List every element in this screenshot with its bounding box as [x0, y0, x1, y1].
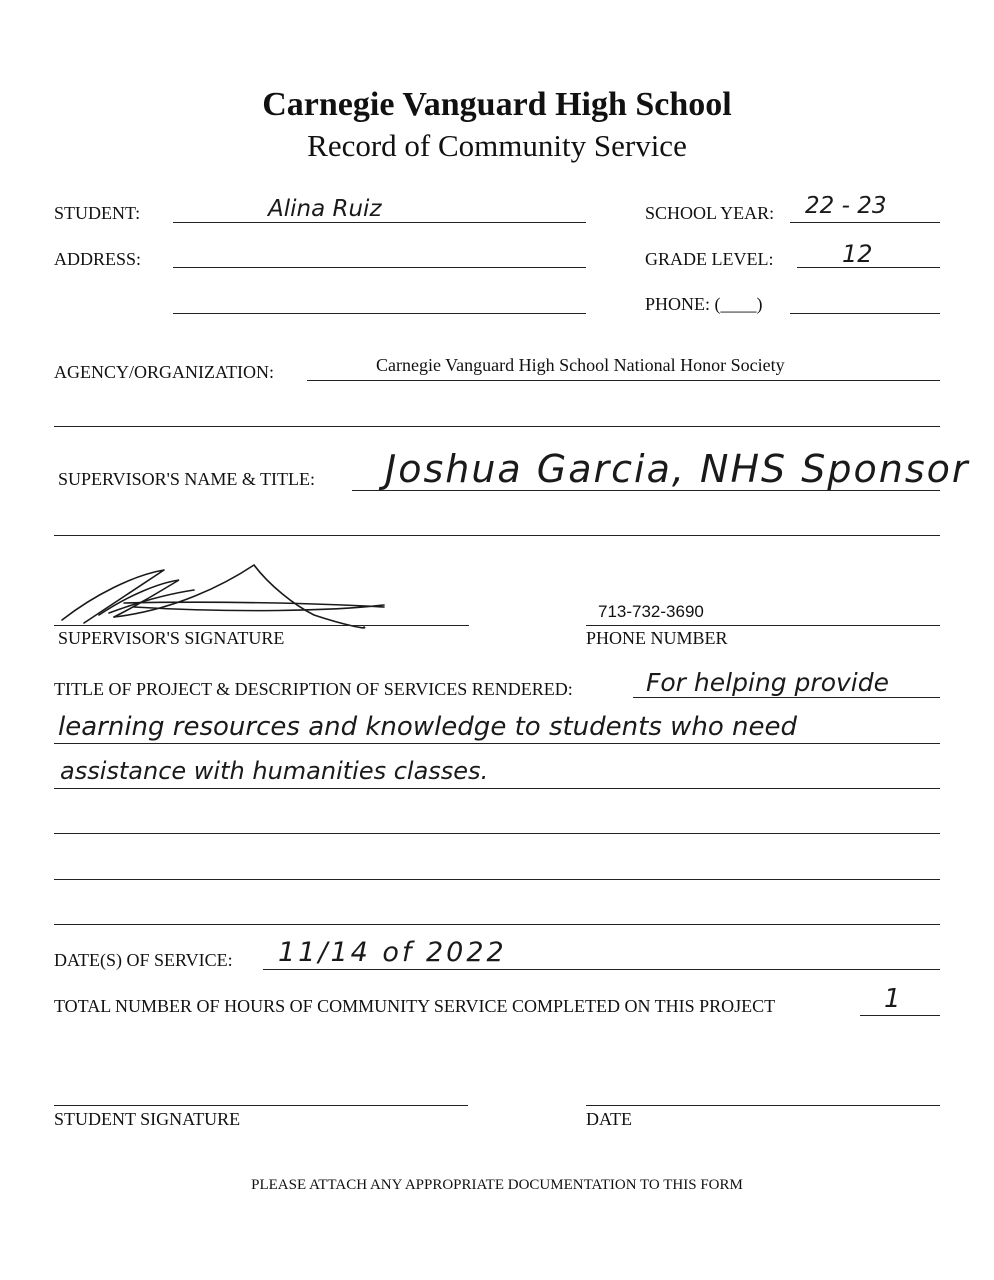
project-label: TITLE OF PROJECT & DESCRIPTION OF SERVICES RENDERED:	[54, 679, 573, 699]
student-signature-line	[54, 1105, 468, 1106]
phone-line	[790, 313, 940, 314]
project-line-6	[54, 924, 940, 925]
project-line-4	[54, 833, 940, 834]
total-hours-value[interactable]: 1	[884, 984, 901, 1014]
grade-level-label: GRADE LEVEL:	[645, 249, 774, 269]
description-line-2[interactable]: learning resources and knowledge to students who need	[58, 712, 798, 742]
address-line-1	[173, 267, 586, 268]
student-label: STUDENT:	[54, 203, 141, 223]
description-line-3[interactable]: assistance with humanities classes.	[60, 757, 489, 785]
supervisor-signature-label: SUPERVISOR'S SIGNATURE	[58, 628, 285, 648]
supervisor-name-line-2	[54, 535, 940, 536]
school-year-label: SCHOOL YEAR:	[645, 203, 775, 223]
dates-line	[263, 969, 940, 970]
student-value[interactable]: Alina Ruiz	[268, 196, 382, 222]
supervisor-phone-value[interactable]: 713-732-3690	[598, 602, 704, 621]
dates-value[interactable]: 11/14 of 2022	[278, 937, 507, 968]
agency-value[interactable]: Carnegie Vanguard High School National Honor Society	[376, 355, 785, 375]
school-name: Carnegie Vanguard High School	[262, 86, 732, 123]
footer-note: PLEASE ATTACH ANY APPROPRIATE DOCUMENTATION TO THIS FORM	[251, 1177, 743, 1193]
address-label: ADDRESS:	[54, 249, 142, 269]
school-year-line	[790, 222, 940, 223]
project-line-3	[54, 788, 940, 789]
agency-label: AGENCY/ORGANIZATION:	[54, 362, 274, 382]
student-line	[173, 222, 586, 223]
total-hours-label: TOTAL NUMBER OF HOURS OF COMMUNITY SERVICE COMPLETED ON THIS PROJECT	[54, 996, 776, 1016]
agency-line	[307, 380, 940, 381]
project-line-5	[54, 879, 940, 880]
grade-level-value[interactable]: 12	[842, 240, 873, 268]
school-year-value[interactable]: 22 - 23	[805, 193, 887, 219]
form-title: Record of Community Service	[307, 128, 687, 163]
supervisor-name-value[interactable]: Joshua Garcia, NHS Sponsor	[385, 447, 970, 491]
phone-number-line	[586, 625, 940, 626]
project-line-1	[633, 697, 940, 698]
address-line-2	[173, 313, 586, 314]
total-hours-line	[860, 1015, 940, 1016]
supervisor-signature-line	[54, 625, 469, 626]
description-line-1[interactable]: For helping provide	[646, 668, 889, 697]
date-label: DATE	[586, 1109, 632, 1129]
agency-line-2	[54, 426, 940, 427]
phone-label: PHONE: (____)	[645, 294, 763, 314]
dates-label: DATE(S) OF SERVICE:	[54, 950, 233, 970]
project-line-2	[54, 743, 940, 744]
supervisor-name-label: SUPERVISOR'S NAME & TITLE:	[58, 469, 315, 489]
phone-number-label: PHONE NUMBER	[586, 628, 728, 648]
student-signature-label: STUDENT SIGNATURE	[54, 1109, 241, 1129]
date-line	[586, 1105, 940, 1106]
